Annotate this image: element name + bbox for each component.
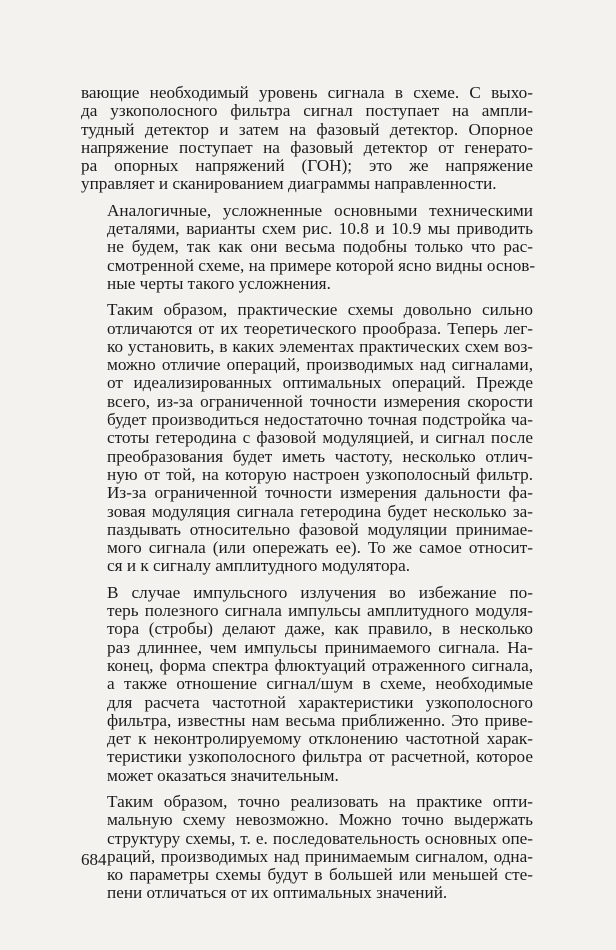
text-line: Аналогичные, усложненные основными техническими (107, 200, 533, 220)
text-line: управляет и сканированием диаграммы направленности. (81, 174, 497, 194)
text-line: теристики узкополосного фильтра от расчетной, которое (107, 747, 533, 767)
text-line: вающие необходимый уровень сигнала в схеме. С выхо- (81, 83, 533, 102)
text-line: ра опорных напряжений (ГОН); это же напряжение (81, 156, 533, 176)
text-line: от идеализированных оптимальных операций. Прежде (107, 373, 533, 393)
text-line: раз длиннее, чем импульсы принимаемого сигнала. На- (107, 637, 533, 657)
text-line: будет производиться недостаточно точная подстройка ча- (107, 410, 533, 430)
page-number: 684 (81, 850, 107, 869)
text-line: всего, из-за ограниченной точности измерения скорости (107, 391, 533, 411)
text-line: Из-за ограниченной точности измерения дальности фа- (107, 483, 533, 503)
text-line: для расчета частотной характеристики узкополосного (107, 692, 533, 712)
text-line: пени отличаться от их оптимальных значений. (107, 883, 448, 903)
text-line: ко установить, в каких элементах практических схем воз- (107, 336, 533, 356)
page-body (81, 83, 536, 903)
text-line: ко параметры схемы будут в большей или меньшей сте- (107, 865, 533, 885)
text-line: терь полезного сигнала импульсы амплитудного модуля- (107, 601, 533, 621)
paragraph (81, 793, 533, 903)
text-line: ную от той, на которую настроен узкополосный фильтр. (107, 464, 533, 484)
text-line: ся и к сигналу амплитудного модулятора. (107, 556, 411, 576)
text-line: дет к неконтролируемому отклонению частотной харак- (107, 729, 533, 749)
text-line: паздывать относительно фазовой модуляции принимае- (107, 519, 533, 539)
text-line: фильтра, известны нам весьма приближенно. Это приве- (107, 710, 533, 730)
text-line: конец, форма спектра флюктуаций отраженного сигнала, (107, 655, 533, 675)
text-line: тудный детектор и затем на фазовый детектор. Опорное (81, 119, 533, 139)
text-line: смотренной схеме, на примере которой ясно видны основ- (107, 255, 536, 275)
text-line: мальную схему невозможно. Можно точно выдержать (107, 810, 533, 830)
paragraph (81, 301, 533, 575)
paragraph (81, 200, 536, 293)
text-line: преобразования будет иметь частоту, несколько отлич- (107, 446, 533, 466)
text-line: можно отличие операций, производимых над сигналами, (107, 355, 533, 375)
text-line: структуру схемы, т. е. последовательность основных опе- (107, 828, 533, 848)
text-line: а также отношение сигнал/шум в схеме, необходимые (107, 674, 533, 694)
text-line: тора (стробы) делают даже, как правило, в несколько (107, 619, 533, 639)
text-line: раций, производимых над принимаемым сигналом, одна- (107, 846, 533, 866)
text-line: деталями, варианты схем рис. 10.8 и 10.9 мы приводить (107, 219, 533, 239)
text-line: стоты гетеродина с фазовой модуляцией, и сигнал после (107, 428, 533, 448)
paragraph (81, 584, 533, 785)
text-line: отличаются от их теоретического прообраза. Теперь лег- (107, 318, 533, 338)
text-line: не будем, так как они весьма подобны только что рас- (107, 237, 533, 257)
text-line: мого сигнала (или опережать ее). То же самое относит- (107, 538, 533, 558)
text-line: может оказаться значительным. (107, 765, 339, 785)
text-line: зовая модуляция сигнала гетеродина будет несколько за- (107, 501, 533, 521)
text-line: напряжение поступает на фазовый детектор от генерато- (81, 137, 533, 157)
text-line: ные черты такого усложнения. (107, 273, 331, 293)
text-line: Таким образом, точно реализовать на практике опти- (107, 791, 533, 811)
text-line: В случае импульсного излучения во избежание по- (107, 582, 533, 602)
text-line: да узкополосного фильтра сигнал поступает на ампли- (81, 101, 533, 121)
paragraph (81, 84, 533, 194)
text-line: Таким образом, практические схемы довольно сильно (107, 300, 533, 320)
